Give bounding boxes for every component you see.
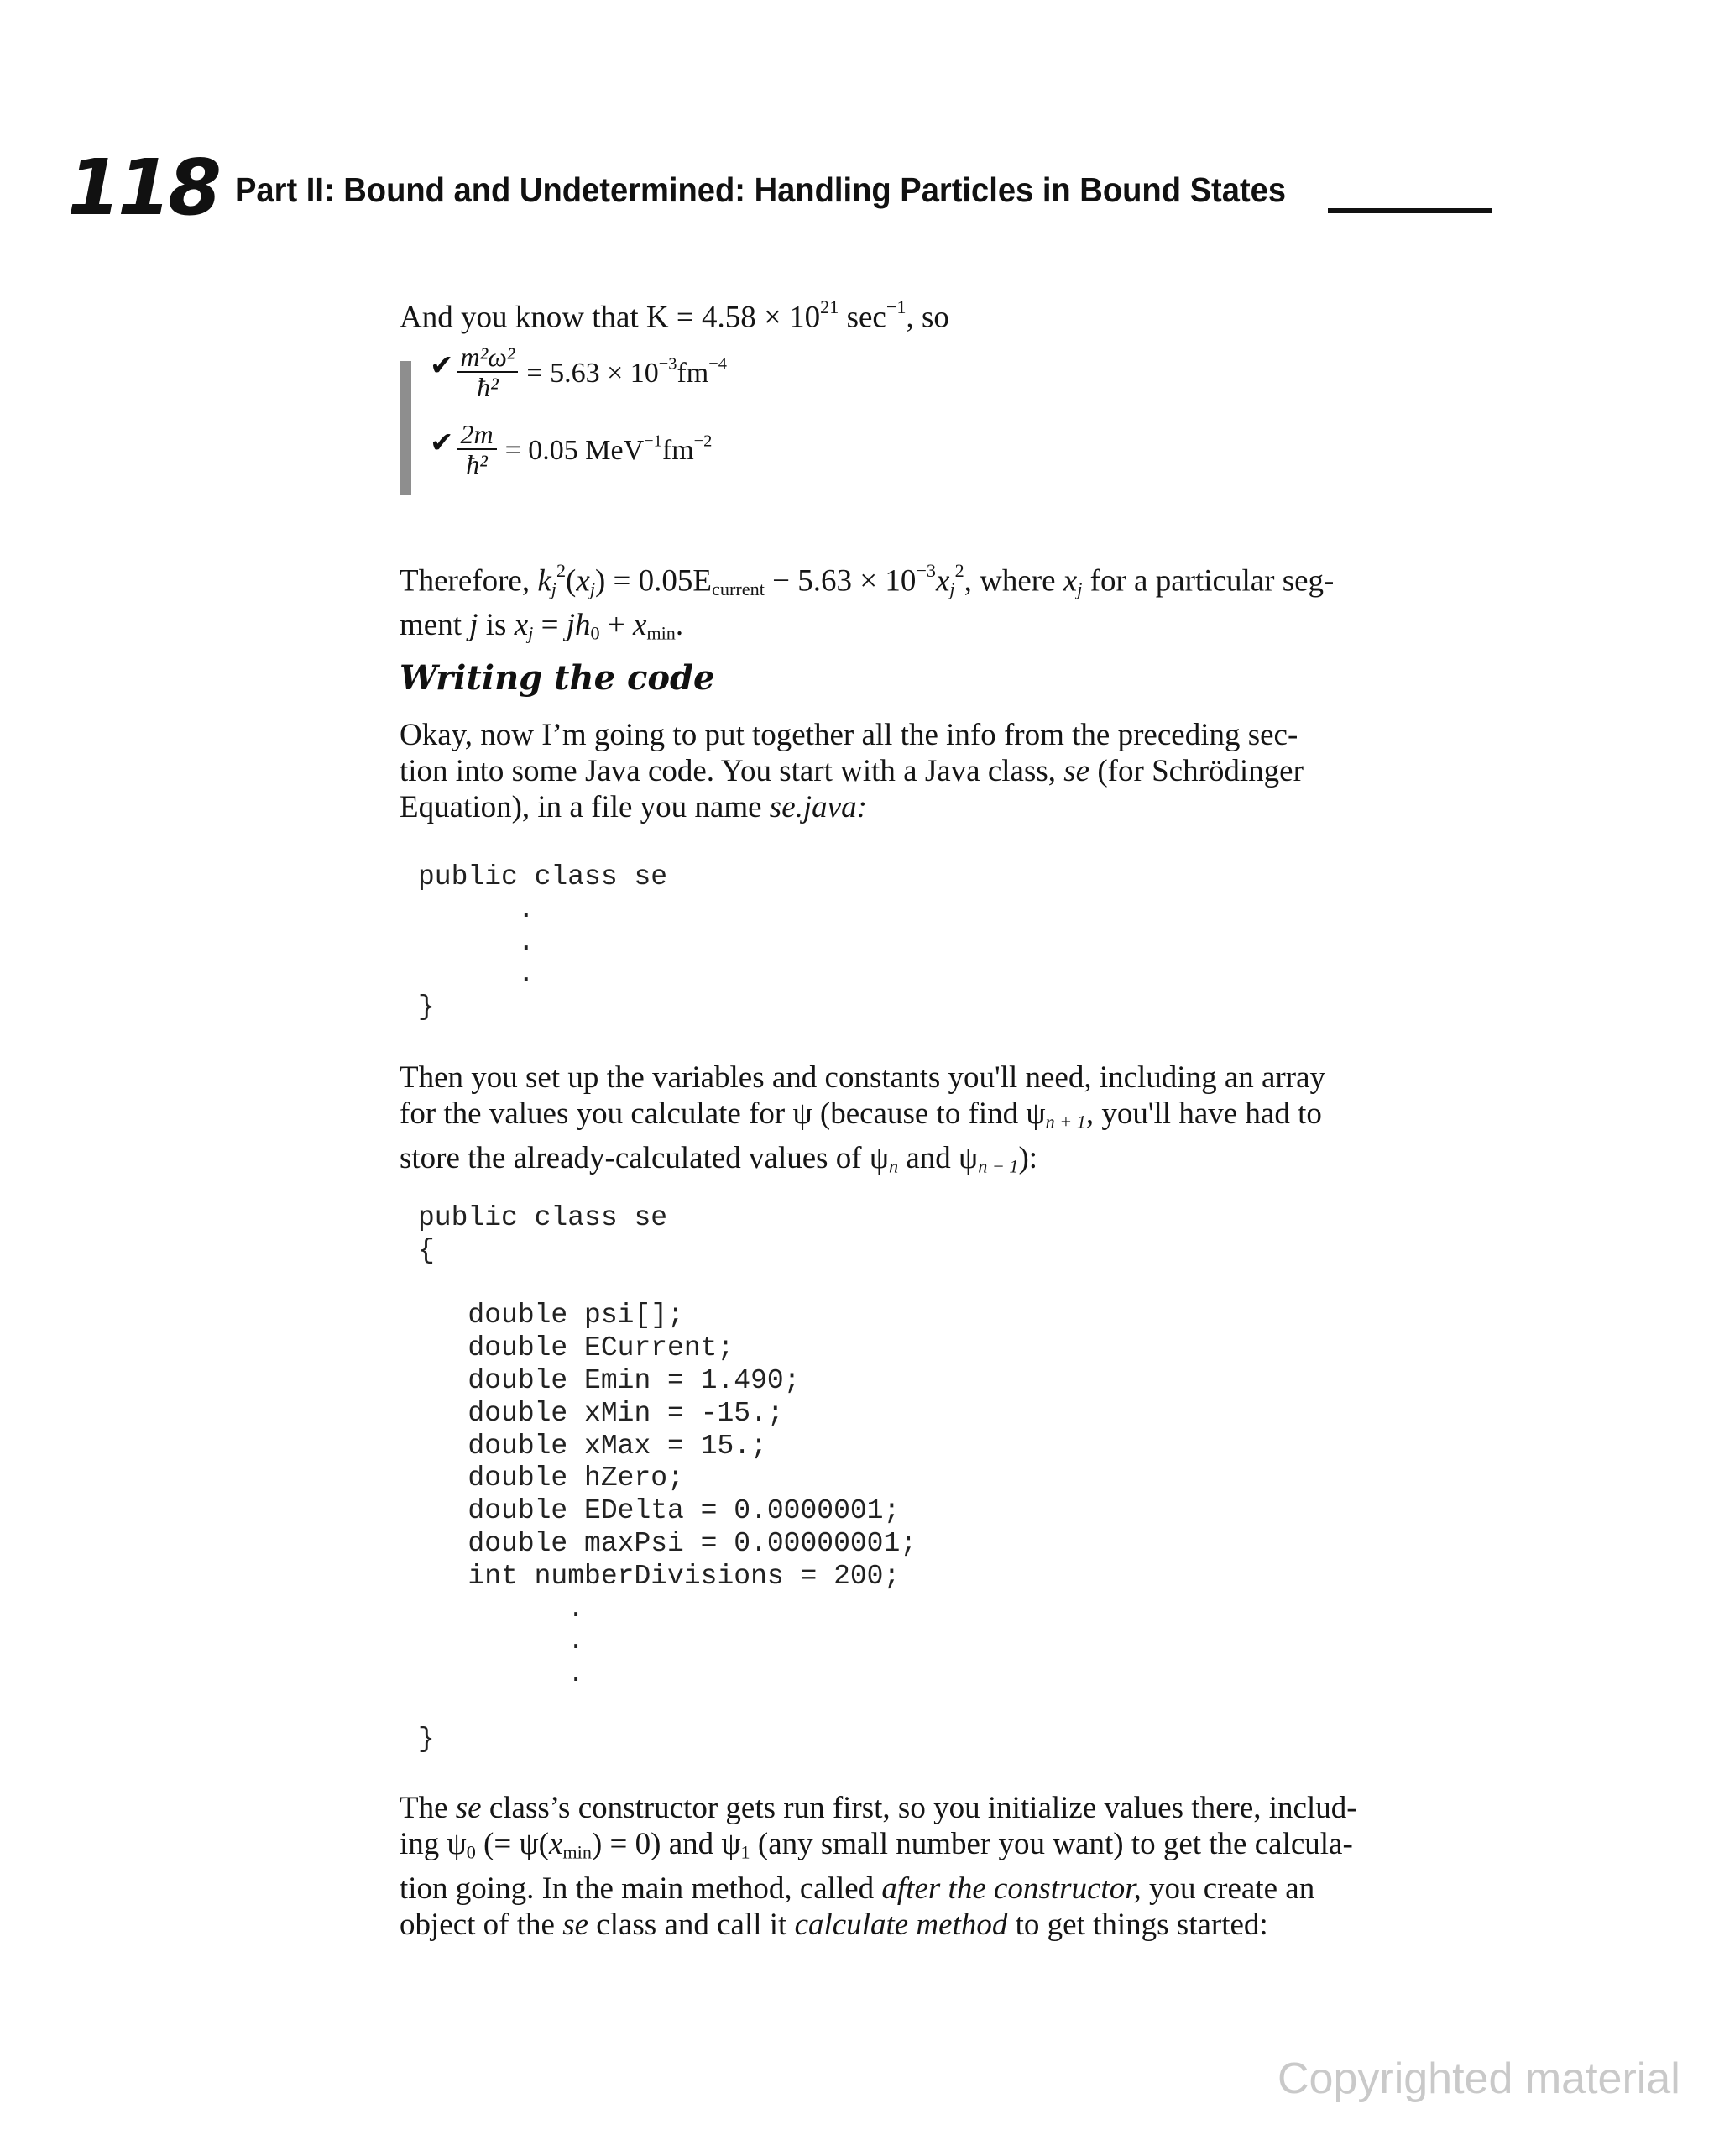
page-number: 118 [67,143,219,233]
copyright-watermark: Copyrighted material [1277,2054,1680,2103]
paragraph-constructor: The se class’s constructor gets run first, so you initialize values there, includ- ing $\psi_0$ (= $\psi(x_{min}) = 0$) and $\psi_1$ (any small number you want) to get the calcula- tion going. In the main method, called after the constructor, you create an object of the se class and call it calculate method to get things started: [400,1791,1357,1942]
checkmark-icon: ✔ [430,426,454,460]
code-block-class-skeleton: public class se . . . } [418,861,668,1023]
code-block-variables: public class se { double psi[]; double ECurrent; double Emin = 1.490; double xMin = -15.; double xMax = 15.; double hZero; double EDelta = 0.0000001; double maxPsi = 0.00000001; int numberDivisions = 200; . . . } [418,1202,917,1755]
section-heading: Writing the code [400,658,715,698]
checkmark-icon: ✔ [430,348,454,383]
paragraph-variables: Then you set up the variables and constants you'll need, including an array for the values you calculate for ψ (because to find $\psi_{n + 1}$, you'll have had to store the already-calculated values of $\psi_n$ and $\psi_{n - 1}$): [400,1060,1325,1177]
bullet-item: ✔ $\frac{\text{m²ω²}}{\text{ħ²}}$ = $5.63 \times 10^{-3}fm^{-4}$ [430,342,727,402]
fraction: $\frac{2m}{\text{ħ²}}$ [457,420,497,479]
bullet-item: ✔ $\frac{2m}{\text{ħ²}}$ = 0.05 $MeV^{-1}fm^{-2}$ [430,419,713,479]
intro-sentence: And you know that $K = 4.58 \times 10^{21}$ $\sec^{-1}$, so [400,296,949,335]
fraction: $\frac{\text{m²ω²}}{\text{ħ²}}$ [457,343,519,401]
therefore-paragraph: Therefore, $k_j^2(x_j) = 0.05E_{current} - 5.63 \times 10^{-3}x_j^2$, where $x_j$ for a particular seg- ment j is $x_j = jh_0 + x_{min}$. [400,560,1335,644]
paragraph-java-class: Okay, now I’m going to put together all the info from the preceding sec- tion into some Java code. You start with a Java class, se (for Schrödinger Equation), in a file you name se.java: [400,718,1304,824]
running-title: Part II: Bound and Undetermined: Handling Particles in Bound States [235,170,1287,209]
bullet-sidebar-bar [400,361,411,495]
header-rule [1328,208,1492,213]
